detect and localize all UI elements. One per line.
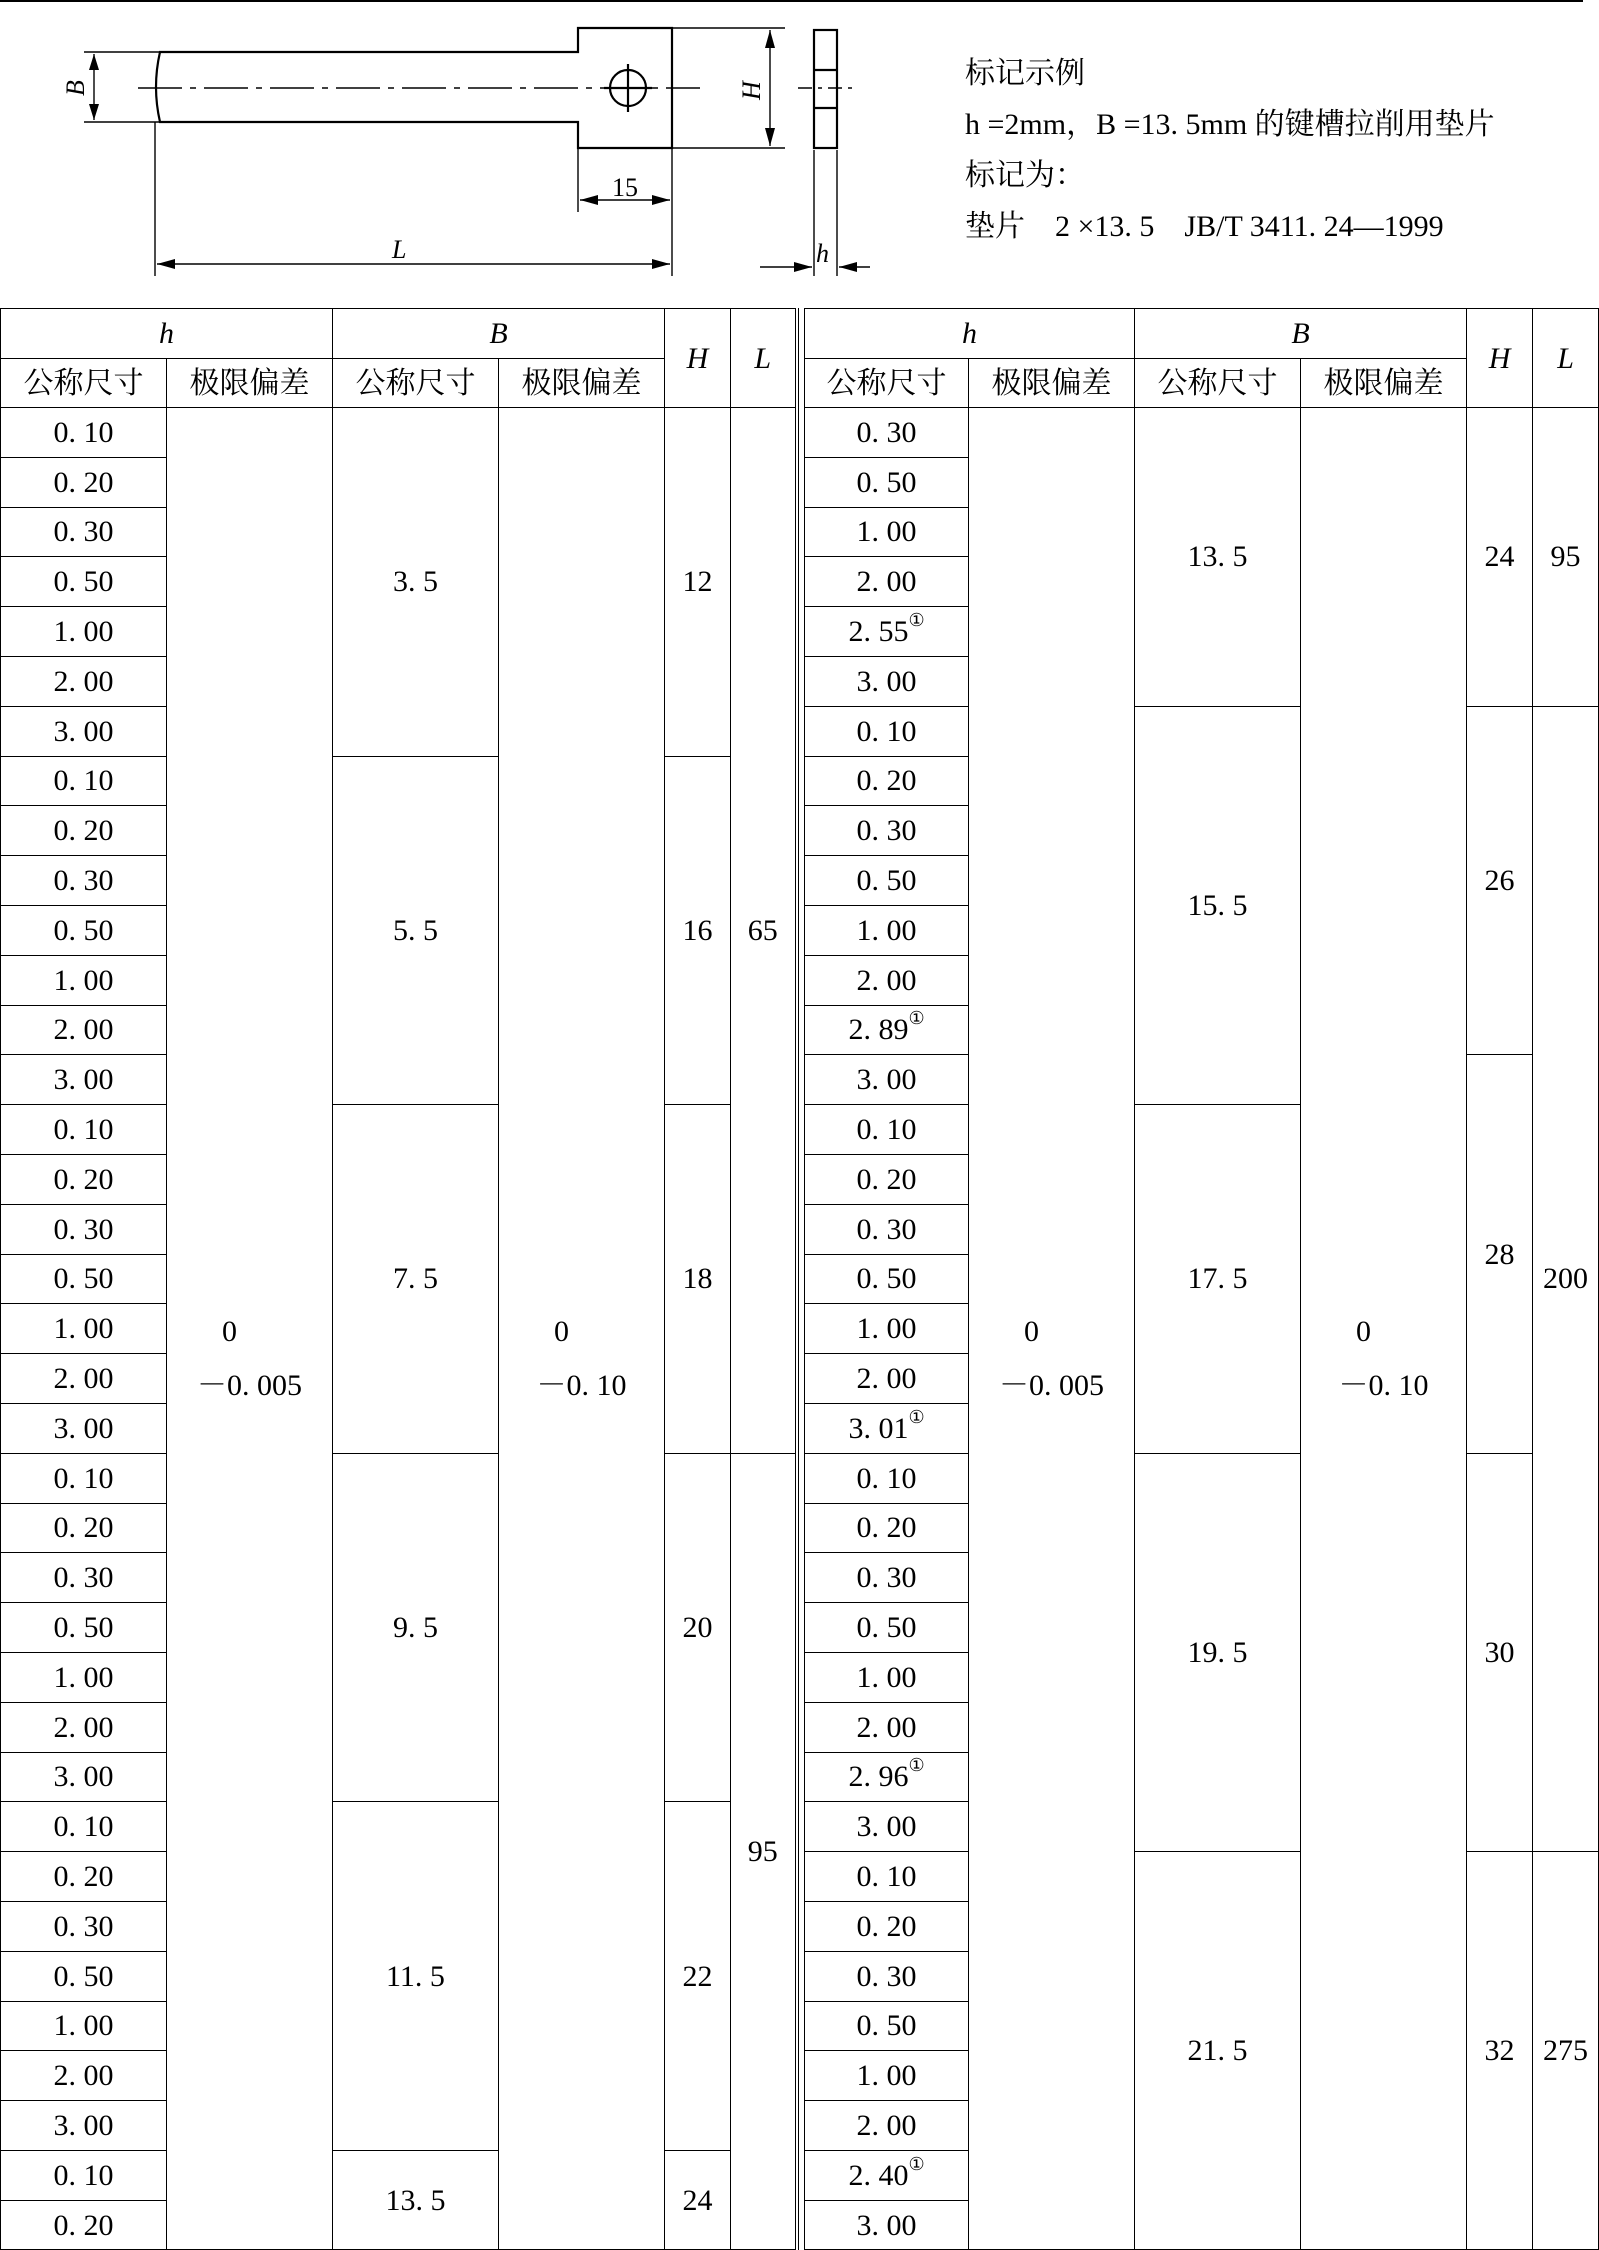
right-h-nominal: 0. 10	[805, 706, 969, 756]
left-B-nominal: 9. 5	[333, 1453, 499, 1802]
double-separator	[797, 309, 805, 2250]
right-B-nominal: 17. 5	[1135, 1105, 1301, 1454]
left-h-deviation-upper: 0	[222, 1314, 237, 1348]
right-h-nominal: 2. 00	[805, 1702, 969, 1752]
right-h-nominal: 0. 50	[805, 457, 969, 507]
label-B: B	[61, 80, 90, 96]
right-h-nominal: 3. 01①	[805, 1403, 969, 1453]
right-B-nominal: 13. 5	[1135, 408, 1301, 707]
right-header-h: h	[805, 309, 1135, 359]
left-h-nominal: 2. 00	[1, 656, 167, 706]
left-L-value: 95	[731, 1453, 797, 2250]
right-h-nominal: 0. 30	[805, 408, 969, 458]
right-B-deviation-upper: 0	[1356, 1314, 1372, 1348]
right-header-L: L	[1533, 309, 1599, 408]
left-h-nominal: 0. 50	[1, 557, 167, 607]
right-h-nominal: 0. 50	[805, 2001, 969, 2051]
right-L-value: 200	[1533, 706, 1599, 1851]
footnote-marker: ①	[908, 1406, 925, 1427]
left-header-h-nominal: 公称尺寸	[1, 359, 167, 408]
left-h-nominal: 3. 00	[1, 706, 167, 756]
right-B-nominal: 21. 5	[1135, 1852, 1301, 2250]
right-h-nominal: 0. 50	[805, 1254, 969, 1304]
left-h-nominal: 0. 20	[1, 457, 167, 507]
left-B-nominal: 13. 5	[333, 2150, 499, 2250]
right-h-nominal: 3. 00	[805, 1055, 969, 1105]
left-h-nominal: 0. 50	[1, 1603, 167, 1653]
marking-example	[965, 48, 1495, 252]
right-H-value: 26	[1467, 706, 1533, 1055]
label-h: h	[816, 239, 829, 268]
left-H-value: 16	[665, 756, 731, 1105]
right-h-nominal: 0. 20	[805, 1503, 969, 1553]
right-H-value: 30	[1467, 1453, 1533, 1851]
right-h-nominal: 2. 96①	[805, 1752, 969, 1802]
right-header-B-deviation: 极限偏差	[1301, 359, 1467, 408]
right-h-nominal: 3. 00	[805, 2200, 969, 2250]
footnote-marker: ①	[908, 2153, 925, 2174]
right-header-h-nominal: 公称尺寸	[805, 359, 969, 408]
right-h-nominal: 0. 20	[805, 756, 969, 806]
right-h-nominal: 2. 00	[805, 1354, 969, 1404]
left-B-nominal: 3. 5	[333, 408, 499, 757]
left-h-nominal: 3. 00	[1, 1752, 167, 1802]
right-H-value: 28	[1467, 1055, 1533, 1453]
left-h-nominal: 0. 10	[1, 1802, 167, 1852]
right-header-h-deviation: 极限偏差	[969, 359, 1135, 408]
left-h-nominal: 2. 00	[1, 1354, 167, 1404]
left-h-nominal: 2. 00	[1, 1005, 167, 1055]
left-h-nominal: 1. 00	[1, 1652, 167, 1702]
left-h-nominal: 0. 50	[1, 905, 167, 955]
right-h-nominal: 0. 10	[805, 1105, 969, 1155]
right-h-nominal: 1. 00	[805, 507, 969, 557]
right-h-deviation-lower: －0. 005	[999, 1368, 1105, 1402]
right-h-nominal: 0. 20	[805, 1901, 969, 1951]
right-h-nominal: 0. 10	[805, 1852, 969, 1902]
right-h-nominal: 1. 00	[805, 2051, 969, 2101]
left-B-nominal: 5. 5	[333, 756, 499, 1105]
left-B-nominal: 11. 5	[333, 1802, 499, 2151]
left-h-nominal: 1. 00	[1, 1304, 167, 1354]
right-L-value: 275	[1533, 1852, 1599, 2250]
right-header-H: H	[1467, 309, 1533, 408]
left-H-value: 12	[665, 408, 731, 757]
right-h-deviation	[969, 408, 1135, 2250]
left-header-B: B	[333, 309, 665, 359]
left-h-nominal: 3. 00	[1, 1403, 167, 1453]
left-h-nominal: 1. 00	[1, 955, 167, 1005]
left-L-value: 65	[731, 408, 797, 1454]
right-h-deviation-upper: 0	[1024, 1314, 1040, 1348]
right-h-nominal: 0. 50	[805, 1603, 969, 1653]
left-h-nominal: 0. 30	[1, 507, 167, 557]
left-h-nominal: 2. 00	[1, 1702, 167, 1752]
label-L: L	[392, 235, 407, 264]
right-h-nominal: 2. 40①	[805, 2150, 969, 2200]
left-h-nominal: 2. 00	[1, 2051, 167, 2101]
left-h-nominal: 0. 10	[1, 1453, 167, 1503]
left-B-deviation-lower: －0. 10	[536, 1368, 627, 1402]
gasket-side-outline	[814, 30, 837, 148]
left-h-nominal: 1. 00	[1, 607, 167, 657]
left-B-nominal: 7. 5	[333, 1105, 499, 1454]
right-B-nominal: 19. 5	[1135, 1453, 1301, 1851]
left-header-h: h	[1, 309, 333, 359]
left-header-B-nominal: 公称尺寸	[333, 359, 499, 408]
left-h-nominal: 0. 20	[1, 1503, 167, 1553]
right-h-nominal: 1. 00	[805, 1304, 969, 1354]
right-B-nominal: 15. 5	[1135, 706, 1301, 1104]
right-L-value: 95	[1533, 408, 1599, 707]
marking-line-4: 垫片 2 ×13. 5 JB/T 3411. 24—1999	[965, 210, 1444, 243]
right-h-nominal: 0. 30	[805, 1553, 969, 1603]
right-h-nominal: 3. 00	[805, 1802, 969, 1852]
footnote-marker: ①	[908, 610, 925, 631]
right-h-nominal: 1. 00	[805, 905, 969, 955]
left-h-nominal: 0. 20	[1, 1852, 167, 1902]
marking-line-3: 标记为：	[965, 159, 1085, 192]
right-h-nominal: 2. 00	[805, 955, 969, 1005]
right-B-deviation-lower: －0. 10	[1338, 1368, 1429, 1402]
right-h-nominal: 2. 89①	[805, 1005, 969, 1055]
label-H: H	[737, 81, 766, 100]
left-header-B-deviation: 极限偏差	[499, 359, 665, 408]
right-h-nominal: 1. 00	[805, 1652, 969, 1702]
label-15: 15	[612, 173, 638, 202]
marking-line-2: h =2mm，B =13. 5mm 的键槽拉削用垫片	[965, 108, 1495, 141]
left-h-nominal: 3. 00	[1, 1055, 167, 1105]
left-header-H: H	[665, 309, 731, 408]
left-h-nominal: 0. 30	[1, 1553, 167, 1603]
right-h-nominal: 2. 00	[805, 557, 969, 607]
left-h-nominal: 0. 20	[1, 806, 167, 856]
footnote-marker: ①	[908, 1008, 925, 1029]
right-h-nominal: 0. 30	[805, 1204, 969, 1254]
right-B-deviation	[1301, 408, 1467, 2250]
right-h-nominal: 2. 00	[805, 2101, 969, 2151]
left-h-nominal: 0. 10	[1, 756, 167, 806]
right-header-B: B	[1135, 309, 1467, 359]
left-h-nominal: 0. 50	[1, 1254, 167, 1304]
right-h-nominal: 2. 55①	[805, 607, 969, 657]
left-H-value: 20	[665, 1453, 731, 1802]
footnote-marker: ①	[908, 1755, 925, 1776]
left-header-L: L	[731, 309, 797, 408]
gasket-spec-table	[0, 308, 1599, 2250]
left-h-nominal: 3. 00	[1, 2101, 167, 2151]
marking-heading: 标记示例	[965, 57, 1085, 90]
left-H-value: 24	[665, 2150, 731, 2250]
left-h-nominal: 0. 30	[1, 856, 167, 906]
right-h-nominal: 0. 30	[805, 806, 969, 856]
left-h-deviation-lower: －0. 005	[197, 1368, 302, 1402]
right-H-value: 32	[1467, 1852, 1533, 2250]
left-h-nominal: 0. 20	[1, 2200, 167, 2250]
left-h-nominal: 0. 10	[1, 408, 167, 458]
right-h-nominal: 0. 30	[805, 1951, 969, 2001]
right-header-B-nominal: 公称尺寸	[1135, 359, 1301, 408]
left-header-h-deviation: 极限偏差	[167, 359, 333, 408]
left-h-deviation	[167, 408, 333, 2250]
right-h-nominal: 0. 10	[805, 1453, 969, 1503]
left-h-nominal: 0. 50	[1, 1951, 167, 2001]
left-h-nominal: 1. 00	[1, 2001, 167, 2051]
left-h-nominal: 0. 10	[1, 1105, 167, 1155]
left-B-deviation-upper: 0	[554, 1314, 569, 1348]
left-h-nominal: 0. 20	[1, 1154, 167, 1204]
right-h-nominal: 0. 20	[805, 1154, 969, 1204]
left-h-nominal: 0. 10	[1, 2150, 167, 2200]
left-h-nominal: 0. 30	[1, 1901, 167, 1951]
left-h-nominal: 0. 30	[1, 1204, 167, 1254]
right-h-nominal: 0. 50	[805, 856, 969, 906]
left-H-value: 18	[665, 1105, 731, 1454]
left-B-deviation	[499, 408, 665, 2250]
right-H-value: 24	[1467, 408, 1533, 707]
left-H-value: 22	[665, 1802, 731, 2151]
right-h-nominal: 3. 00	[805, 656, 969, 706]
